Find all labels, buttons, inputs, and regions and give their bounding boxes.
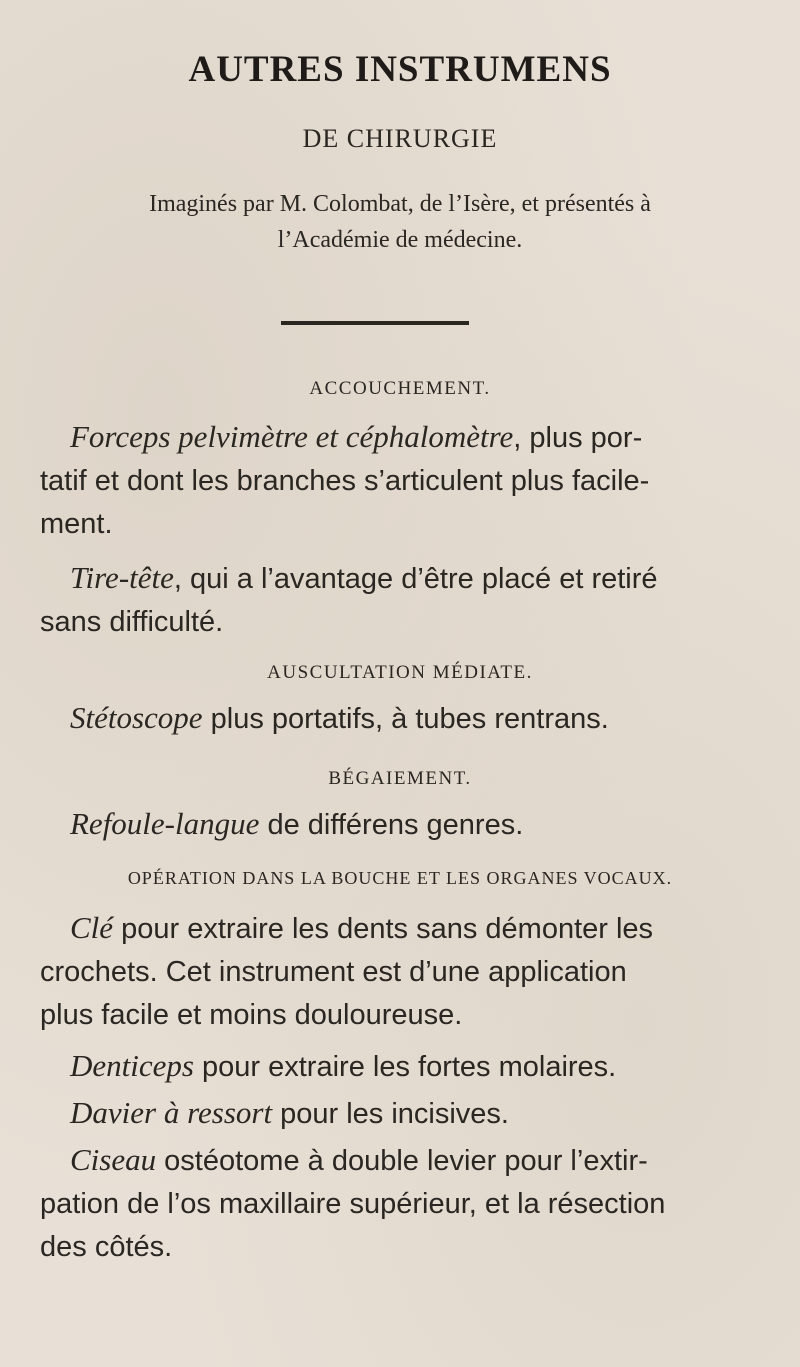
entry-ciseau-line-1: ostéotome à double levier pour l’extir- [156,1145,648,1177]
entry-refoule-langue [40,802,766,847]
entry-forceps [40,415,766,546]
entry-tire-tete-line-1: , qui a l’avantage d’être placé et retiré [173,563,658,595]
intro-text [40,186,760,258]
term-stetoscope: Stétoscope [70,700,203,735]
entry-denticeps-line-1: pour extraire les fortes molaires. [193,1051,617,1083]
term-tire-tete: Tire-tête [70,560,174,595]
term-forceps: Forceps pelvimètre et céphalomètre [70,419,514,454]
term-davier: Davier à ressort [70,1095,273,1130]
term-cle: Clé [70,910,114,945]
entry-denticeps [40,1044,766,1089]
page-subtitle: DE CHIRURGIE [302,124,498,153]
intro-line-2: l’Académie de médecine. [277,227,523,253]
entry-forceps-line-3: ment. [40,508,113,540]
entry-cle-line-2: crochets. Cet instrument est d’une application [40,956,627,988]
entry-cle [40,906,766,1037]
entry-stetoscope-line-1: plus portatifs, à tubes rentrans. [202,703,609,735]
entry-ciseau [40,1138,766,1269]
entry-forceps-line-2: tatif et dont les branches s’articulent plus facile- [40,465,650,497]
entry-refoule-langue-line-1: de différens genres. [259,809,524,841]
entry-cle-line-1: pour extraire les dents sans démonter les [113,913,654,945]
entry-forceps-line-1: , plus por- [513,422,643,454]
term-ciseau: Ciseau [70,1142,157,1177]
entry-ciseau-line-3: des côtés. [40,1231,173,1263]
intro-line-1: Imaginés par M. Colombat, de l’Isère, et présentés à [149,191,651,217]
entry-tire-tete [40,556,766,644]
heading-accouchement: ACCOUCHEMENT. [309,378,491,399]
heading-begaiement: BÉGAIEMENT. [328,768,472,789]
entry-davier-line-1: pour les incisives. [272,1098,509,1130]
entry-davier [40,1091,766,1136]
entry-ciseau-line-2: pation de l’os maxillaire supérieur, et la résection [40,1188,666,1220]
section-divider [281,321,469,325]
heading-auscultation: AUSCULTATION MÉDIATE. [267,662,533,683]
entry-stetoscope [40,696,766,741]
entry-tire-tete-line-2: sans difficulté. [40,606,224,638]
heading-operation: OPÉRATION DANS LA BOUCHE ET LES ORGANES VOCAUX. [127,868,673,888]
entry-cle-line-3: plus facile et moins douloureuse. [40,999,463,1031]
page-title: AUTRES INSTRUMENS [188,49,612,90]
term-refoule-langue: Refoule-langue [70,806,260,841]
term-denticeps: Denticeps [70,1048,194,1083]
